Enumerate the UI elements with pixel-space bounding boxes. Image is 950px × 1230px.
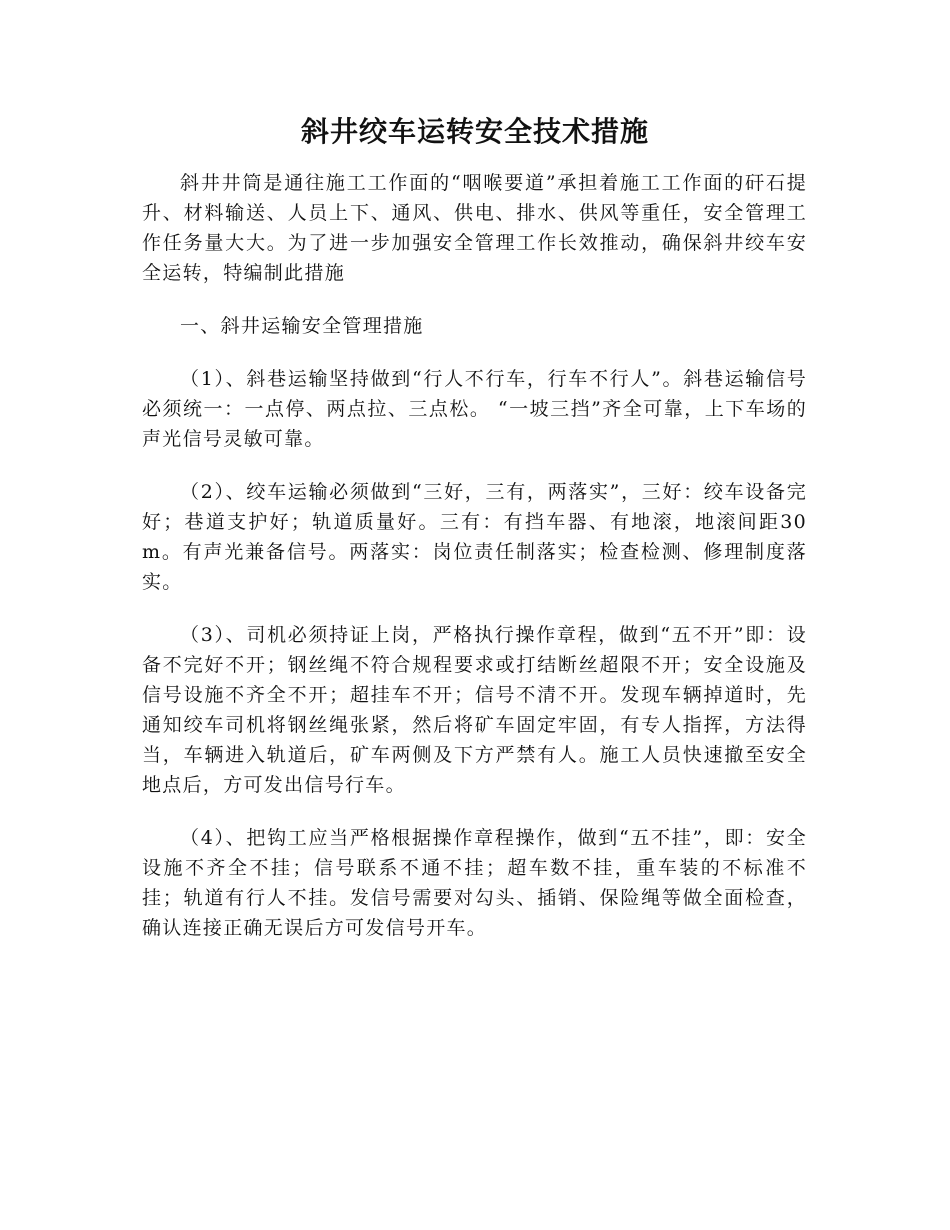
document-title: 斜井绞车运转安全技术措施 — [300, 115, 649, 148]
document-body — [142, 168, 807, 943]
section-heading: 一、斜井运输安全管理措施 — [180, 315, 424, 337]
measure-paragraph-3: （3）、司机必须持证上岗，严格执行操作章程，做到“五不开”即：设备不完好不开；钢丝绳不符合规程要求或打结断丝超限不开；安全设施及信号设施不齐全不开；超挂车不开；信号不清不开。发现车辆掉道时，先通知绞车司机将钢丝绳张紧，然后将矿车固定牢固，有专人指挥，方法得当，车辆进入轨道后，矿车两侧及下方严禁有人。施工人员快速撤至安全地点后，方可发出信号行车。 — [142, 624, 807, 796]
measure-paragraph-1: （1）、斜巷运输坚持做到“行人不行车，行车不行人”。斜巷运输信号必须统一：一点停、两点拉、三点松。 “一坡三挡”齐全可靠，上下车场的声光信号灵敏可靠。 — [142, 368, 807, 450]
intro-paragraph: 斜井井筒是通往施工工作面的“咽喉要道”承担着施工工作面的矸石提升、材料输送、人员上下、通风、供电、排水、供风等重任，安全管理工作任务量大大。为了进一步加强安全管理工作长效推动，确保斜井绞车安全运转，特编制此措施 — [142, 172, 807, 284]
measure-paragraph-2: （2）、绞车运输必须做到“三好，三有，两落实”，三好：绞车设备完好；巷道支护好；轨道质量好。三有：有挡车器、有地滚，地滚间距30 m。有声光兼备信号。两落实：岗位责任制落实；检查检测、修理制度落实。 — [142, 481, 807, 593]
measure-paragraph-4: （4）、把钩工应当严格根据操作章程操作，做到“五不挂”，即：安全设施不齐全不挂；信号联系不通不挂；超车数不挂，重车装的不标准不挂；轨道有行人不挂。发信号需要对勾头、插销、保险绳等做全面检查，确认连接正确无误后方可发信号开车。 — [142, 827, 807, 939]
